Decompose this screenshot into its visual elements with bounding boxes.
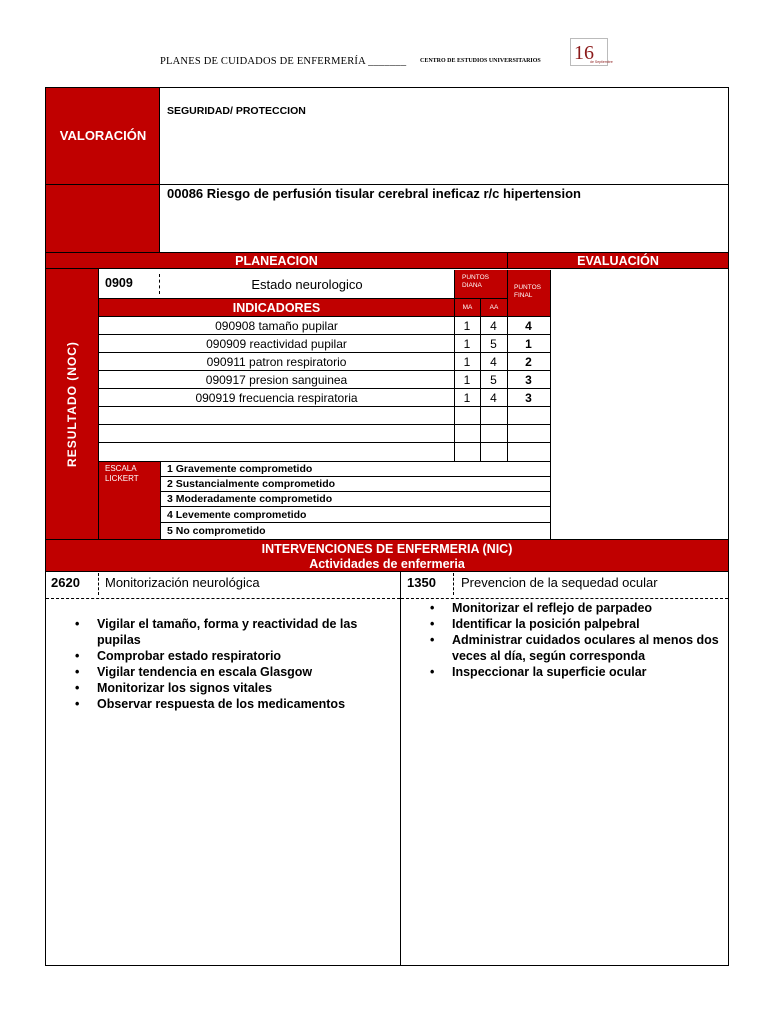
indicator-name: 090908 tamaño pupilar [215,319,338,333]
indicator-ma: 1 [463,391,471,405]
nic-right-code-separator [453,573,454,595]
activity-item: • Monitorizar el reflejo de parpadeo [430,600,722,616]
indicator-row [99,353,551,371]
noc-code: 0909 [105,276,133,290]
activity-item: • Identificar la posición palpebral [430,616,722,632]
indicator-aa: 4 [490,355,497,369]
indicator-ma: 1 [463,373,471,387]
indicator-row [99,371,551,389]
nic-title: INTERVENCIONES DE ENFERMERIA (NIC) [261,542,513,556]
indicator-row [99,389,551,407]
indicator-ma: 1 [463,319,471,333]
nic-left-dashed-line [46,598,400,599]
indicator-name: 090917 presion sanguinea [205,373,348,387]
nic-right-dashed-line [401,598,728,599]
resultado-label-text: RESULTADO (NOC) [65,341,79,467]
document-title: PLANES DE CUIDADOS DE ENFERMERÍA _______ [160,56,407,67]
puntos-diana-text: PUNTOS DIANA [462,274,489,289]
logo-subtext: de Septiembre [590,60,613,64]
empty-row [99,425,551,443]
activity-item: • Administrar cuidados oculares al menos dos veces al día, según corresponda [430,632,722,664]
empty-row [99,407,551,425]
planeacion-header: PLANEACION [46,252,507,269]
indicator-name: 090919 frecuencia respiratoria [195,391,358,405]
indicator-ma: 1 [463,337,471,351]
diagnosis-text: 00086 Riesgo de perfusión tisular cerebral ineficaz r/c hipertension [167,186,581,201]
escala-item: 5 No comprometido [167,525,266,537]
indicator-final: 2 [525,355,532,369]
indicator-aa: 5 [490,373,497,387]
indicator-final: 3 [525,391,532,405]
activity-item: • Inspeccionar la superficie ocular [430,664,722,680]
puntos-diana-header [454,270,507,298]
indicadores-header: INDICADORES [99,298,454,316]
indicator-final: 3 [525,373,532,387]
indicator-row [99,317,551,335]
escala-item: 4 Levemente comprometido [161,507,551,523]
escala-list [160,462,551,539]
aa-header: AA [480,298,507,316]
indicator-name: 090911 patron respiratorio [206,355,347,369]
escala-item: 3 Moderadamente comprometido [161,492,551,507]
activity-item: • Vigilar el tamaño, forma y reactividad de las pupilas [75,616,395,648]
escala-label: ESCALA LICKERT [105,464,139,483]
logo-number: 16 [574,42,594,64]
indicator-name: 090909 reactividad pupilar [206,337,347,351]
puntos-final-header [507,270,551,316]
nic-left-code: 2620 [51,575,80,590]
activity-item: • Observar respuesta de los medicamentos [75,696,395,712]
activity-item: • Vigilar tendencia en escala Glasgow [75,664,395,680]
nic-left-activities [75,616,395,712]
indicator-grid [99,316,551,462]
noc-name: Estado neurologico [251,276,363,292]
indicator-row [99,335,551,353]
indicator-final: 4 [525,319,532,333]
institution-name: CENTRO DE ESTUDIOS UNIVERSITARIOS [420,58,541,64]
escala-item: 1 Gravemente comprometido [161,462,551,477]
activity-item: • Monitorizar los signos vitales [75,680,395,696]
indicator-aa: 4 [490,319,497,333]
valoracion-side [46,88,160,252]
nic-right-name: Prevencion de la sequedad ocular [461,575,658,590]
resultado-label [65,341,79,467]
valoracion-divider [46,184,728,185]
domain-text: SEGURIDAD/ PROTECCION [167,105,306,117]
institution-logo [570,38,613,66]
nic-left-code-separator [98,573,99,595]
puntos-final-text: PUNTOS FINAL [514,284,541,299]
nic-right-code: 1350 [407,575,436,590]
ma-header: MA [454,298,480,316]
nic-header [46,539,728,572]
indicator-aa: 5 [490,337,497,351]
nic-column-divider [400,572,401,965]
escala-label-cell [99,462,160,539]
valoracion-label: VALORACIÓN [59,128,147,143]
indicator-final: 1 [525,337,532,351]
evaluacion-header: EVALUACIÓN [507,252,728,269]
indicator-ma: 1 [463,355,471,369]
nic-subtitle: Actividades de enfermeria [309,557,465,571]
escala-item: 2 Sustancialmente comprometido [161,477,551,492]
activity-item: • Comprobar estado respiratorio [75,648,395,664]
nic-left-name: Monitorización neurológica [105,575,260,590]
indicator-aa: 4 [490,391,497,405]
nic-right-activities [430,600,722,680]
